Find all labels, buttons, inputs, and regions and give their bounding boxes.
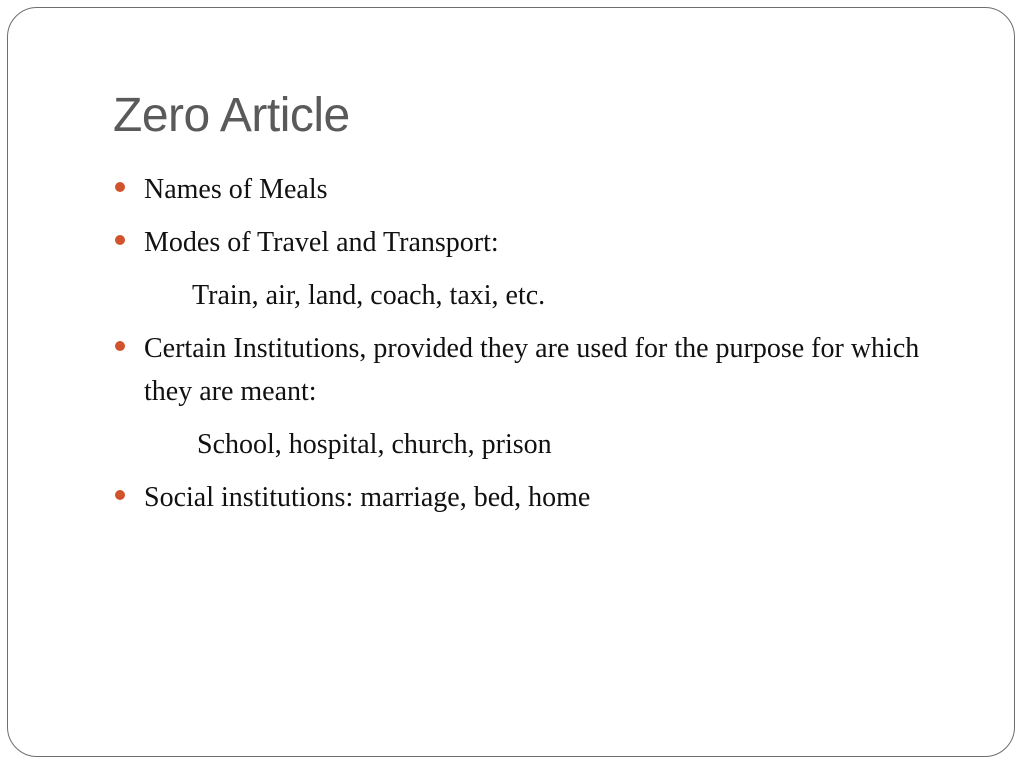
bullet-list: [113, 168, 943, 529]
bullet-icon: [115, 182, 125, 192]
bullet-icon: [115, 235, 125, 245]
bullet-item-institutions: [113, 327, 943, 413]
bullet-item-social: [113, 476, 943, 519]
bullet-icon: [115, 341, 125, 351]
bullet-icon: [115, 490, 125, 500]
bullet-item-meals: [113, 168, 943, 211]
bullet-item-transport: [113, 221, 943, 264]
bullet-text: Certain Institutions, provided they are used for the purpose for which they are meant:: [144, 333, 920, 407]
bullet-text: Social institutions: marriage, bed, home: [144, 482, 591, 513]
sub-item-transport-examples: Train, air, land, coach, taxi, etc.: [192, 280, 546, 311]
slide-title: Zero Article: [113, 89, 350, 142]
bullet-text: Modes of Travel and Transport:: [144, 227, 499, 258]
sub-item-institution-examples: School, hospital, church, prison: [197, 429, 552, 460]
bullet-text: Names of Meals: [144, 174, 328, 205]
